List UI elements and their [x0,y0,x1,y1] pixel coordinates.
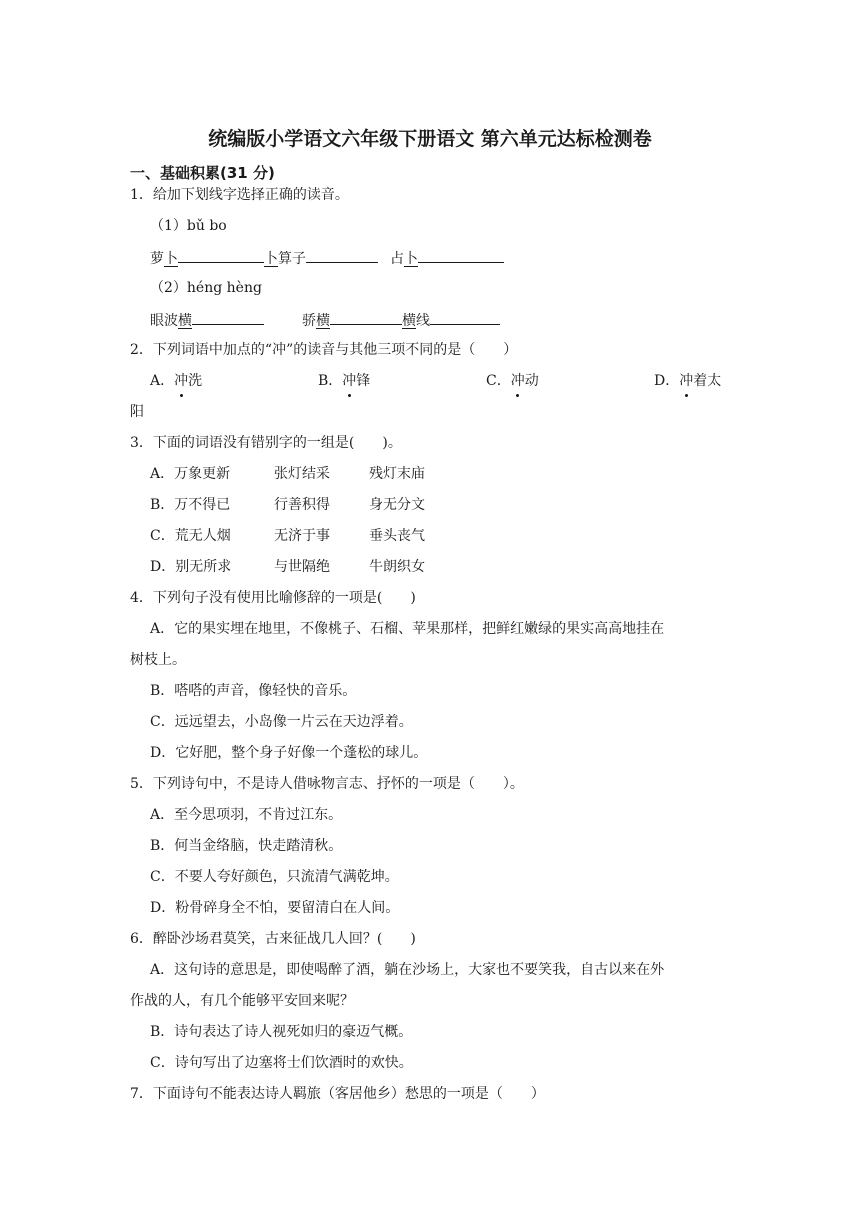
option-word: B．万不得已 [150,497,231,513]
q4-stem: 4．下列句子没有使用比喻修辞的一项是( ) [130,590,416,606]
q1-p2a-prefix: 眼波 [150,313,178,329]
q1-p1b-underlined: 卜 [264,251,278,267]
option-label: B． [318,373,343,389]
q1-part1-label: （1）bǔ bo [150,218,227,234]
q1-p1a-prefix: 萝 [150,251,164,267]
q1-p2c-suffix: 线 [416,313,430,329]
q1-p1c [390,247,504,269]
q6-option-c[interactable]: C．诗句写出了边塞将士们饮酒时的欢快。 [150,1055,413,1071]
dotted-char: 冲 [342,373,357,389]
q1-p2c-underlined: 横 [402,313,416,329]
q6-option-a[interactable]: A．这句诗的意思是，即使喝醉了酒，躺在沙场上，大家也不要笑我，自古以来在外 [150,962,665,978]
q6-option-a-wrap: 作战的人，有几个能够平安回来呢？ [130,993,354,1009]
dotted-char: 冲 [510,373,525,389]
option-word: 垂头丧气 [369,528,425,544]
q4-option-a-wrap: 树枝上。 [130,652,186,668]
option-word: C．荒无人烟 [150,528,231,544]
option-word: D．别无所求 [150,559,232,575]
q6-stem: 6．醉卧沙场君莫笑，古来征战几人回？( ) [130,931,416,947]
q5-option-d[interactable]: D．粉骨碎身全不怕，要留清白在人间。 [150,900,400,916]
q4-option-a[interactable]: A．它的果实埋在地里，不像桃子、石榴、苹果那样，把鲜红嫩绿的果实高高地挂在 [150,621,665,637]
page-title: 统编版小学语文六年级下册语文 第六单元达标检测卷 [208,128,652,150]
q1-p2b-underlined: 横 [316,313,330,329]
q1-p2b-blank[interactable] [330,309,402,325]
q6-option-b[interactable]: B．诗句表达了诗人视死如归的豪迈气概。 [150,1024,413,1040]
q1-p1b-blank[interactable] [306,247,378,263]
q1-p1a-underlined: 卜 [164,251,178,267]
q2-option-d[interactable] [654,371,721,391]
q1-p2c-blank[interactable] [430,309,500,325]
q2-option-c[interactable] [486,371,539,391]
dotted-char: 冲 [679,373,694,389]
option-text: 洗 [188,373,203,389]
q2-option-b[interactable] [318,371,370,391]
option-word: 与世隔绝 [274,559,330,575]
q1-p1a-blank[interactable] [178,247,264,263]
q1-part1-row [150,247,378,269]
q2-stem: 2．下列词语中加点的“冲”的读音与其他三项不同的是（ ） [130,342,518,358]
option-word: 无济于事 [274,528,330,544]
option-word: A．万象更新 [150,466,231,482]
q1-p1c-underlined: 卜 [404,251,418,267]
q4-option-b[interactable]: B．嗒嗒的声音，像轻快的音乐。 [150,683,357,699]
q2-option-a[interactable] [150,371,202,391]
option-word: 牛朗织女 [369,559,425,575]
option-label: A． [150,373,175,389]
option-word: 行善积得 [274,497,330,513]
q1-stem: 1．给加下划线字选择正确的读音。 [130,187,349,203]
q1-p1b-suffix: 算子 [278,251,306,267]
q1-p2a-underlined: 横 [178,313,192,329]
q1-p2b [302,309,500,331]
q1-p2b-prefix: 骄 [302,313,316,329]
q3-stem: 3．下面的词语没有错别字的一组是( )。 [130,435,402,451]
option-word: 张灯结采 [274,466,330,482]
option-text: 动 [524,373,539,389]
q5-option-c[interactable]: C．不要人夸好颜色，只流清气满乾坤。 [150,869,399,885]
q1-part2-label: （2）héng hèng [150,280,262,296]
q1-p2a-blank[interactable] [192,309,264,325]
section-heading: 一、基础积累(31 分) [130,164,275,182]
q5-option-b[interactable]: B．何当金络脑，快走踏清秋。 [150,838,343,854]
q4-option-c[interactable]: C．远远望去，小岛像一片云在天边浮着。 [150,714,413,730]
option-label: C． [486,373,511,389]
option-word: 残灯末庙 [369,466,425,482]
q4-option-d[interactable]: D．它好肥，整个身子好像一个蓬松的球儿。 [150,745,428,761]
option-text: 锋 [356,373,371,389]
option-word: 身无分文 [369,497,425,513]
q2-option-d-wrap: 阳 [130,404,144,420]
option-label: D． [654,373,680,389]
q5-option-a[interactable]: A．至今思项羽，不肯过江东。 [150,807,343,823]
dotted-char: 冲 [174,373,189,389]
q5-stem: 5．下列诗句中，不是诗人借咏物言志、抒怀的一项是（ ）。 [130,776,524,792]
option-text: 着太 [693,373,722,389]
q1-p1c-blank[interactable] [418,247,504,263]
q1-p2a [150,309,264,331]
q1-p1c-prefix: 占 [390,251,404,267]
q7-stem: 7．下面诗句不能表达诗人羁旅（客居他乡）愁思的一项是（ ） [130,1086,545,1102]
